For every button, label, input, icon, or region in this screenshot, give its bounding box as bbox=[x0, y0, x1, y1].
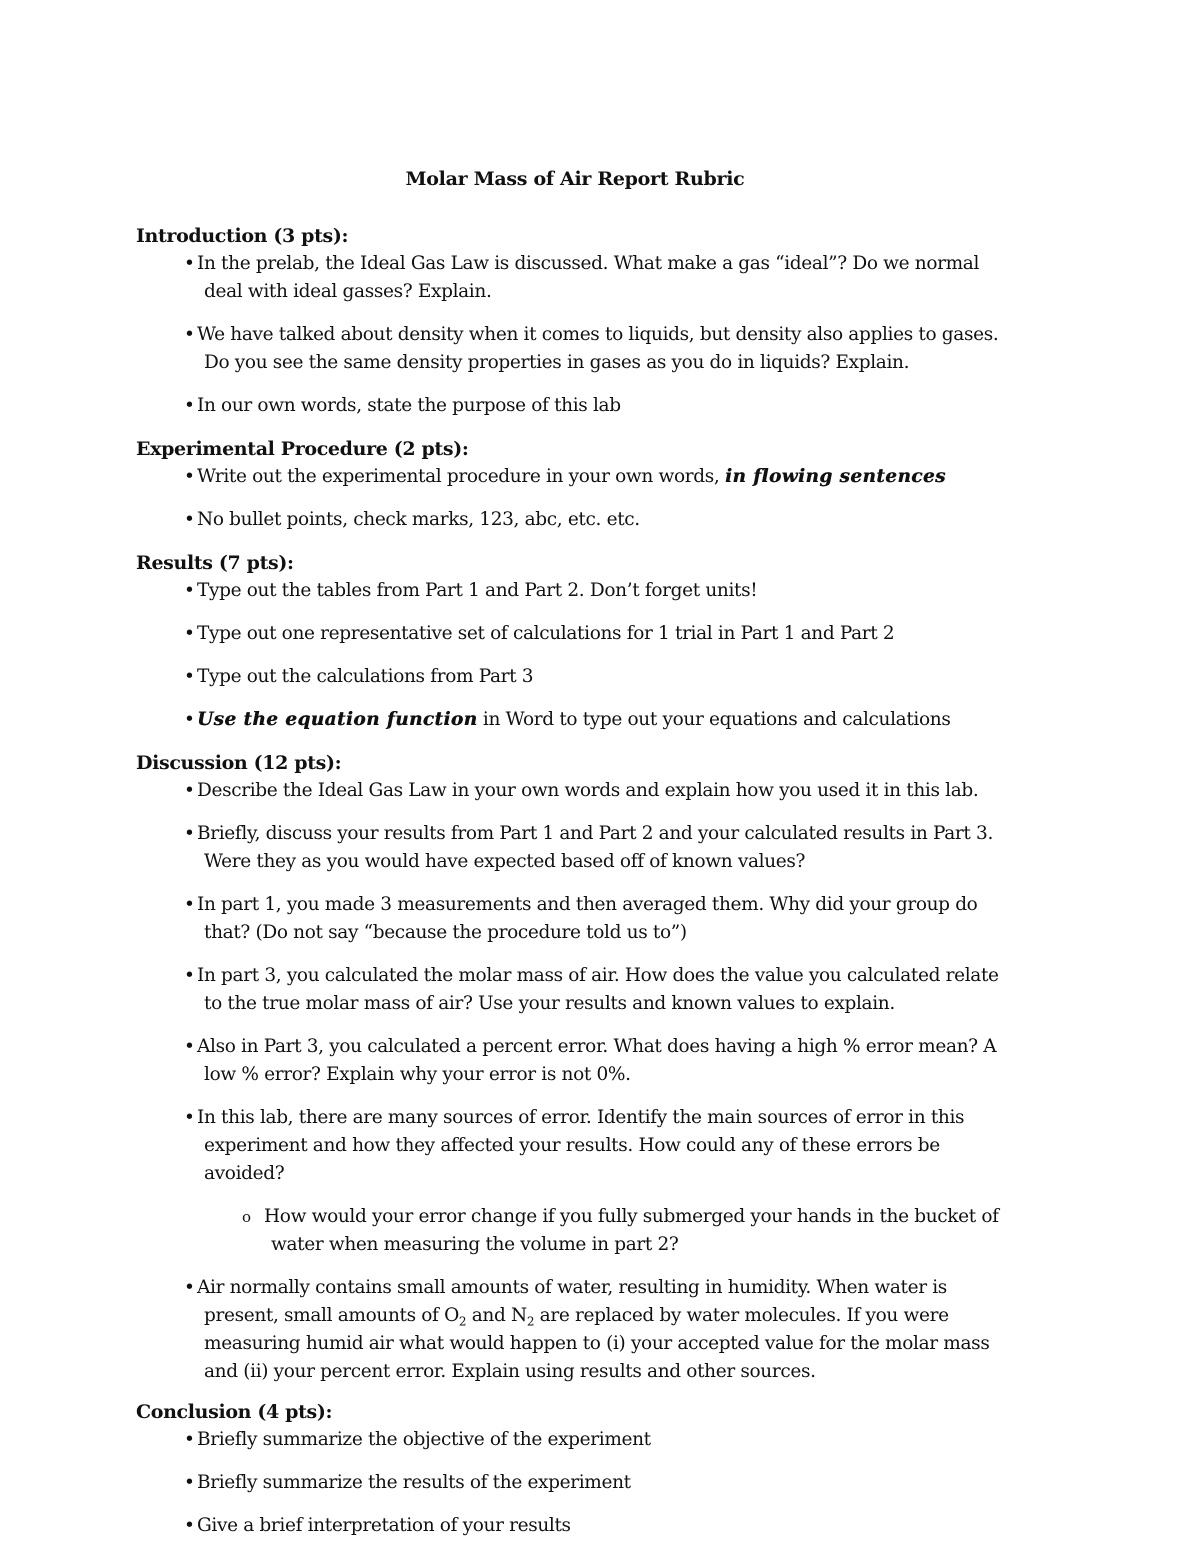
bullet-icon: • bbox=[184, 780, 195, 801]
list-item bbox=[136, 250, 1016, 306]
bullet-text: Air normally contains small amounts of water, resulting in humidity. When water is present, small amounts of O bbox=[197, 1277, 947, 1326]
section-heading-experimental-procedure: Experimental Procedure (2 pts): bbox=[136, 438, 469, 460]
list-item bbox=[136, 392, 1016, 420]
bullet-text: No bullet points, check marks, 123, abc, etc. etc. bbox=[197, 509, 640, 530]
rubric-body bbox=[136, 222, 1016, 1540]
section-heading-introduction: Introduction (3 pts): bbox=[136, 225, 349, 247]
list-item bbox=[136, 820, 1016, 876]
list-item bbox=[136, 463, 1016, 491]
bullet-icon: • bbox=[184, 324, 195, 345]
bullet-icon: • bbox=[184, 1107, 195, 1128]
bullet-icon: • bbox=[184, 1515, 195, 1536]
bullet-text: In part 3, you calculated the molar mass of air. How does the value you calculated relate to the true molar mass of air? Use your results and known values to explain. bbox=[197, 965, 999, 1014]
bullet-text: Describe the Ideal Gas Law in your own words and explain how you used it in this lab. bbox=[197, 780, 979, 801]
list-item bbox=[136, 777, 1016, 805]
bullet-icon: • bbox=[184, 1277, 195, 1298]
list-item bbox=[136, 1104, 1016, 1188]
emphasis-text: Use the equation function bbox=[197, 709, 478, 730]
list-item bbox=[136, 663, 1016, 691]
list-item bbox=[136, 706, 1016, 734]
bullet-icon: • bbox=[184, 965, 195, 986]
bullet-text: We have talked about density when it comes to liquids, but density also applies to gases. Do you see the same density properties in gases as you do in liquids? Explain. bbox=[197, 324, 999, 373]
bullet-icon: • bbox=[184, 823, 195, 844]
bullet-icon: • bbox=[184, 1472, 195, 1493]
list-item bbox=[136, 321, 1016, 377]
bullet-text: Briefly summarize the objective of the experiment bbox=[197, 1429, 651, 1450]
bullet-icon: • bbox=[184, 509, 195, 530]
hollow-bullet-icon: o bbox=[242, 1208, 251, 1226]
bullet-icon: • bbox=[184, 580, 195, 601]
bullet-text: Briefly summarize the results of the experiment bbox=[197, 1472, 631, 1493]
bullet-icon: • bbox=[184, 709, 195, 730]
bullet-icon: • bbox=[184, 253, 195, 274]
bullet-text: Also in Part 3, you calculated a percent error. What does having a high % error mean? A low % error? Explain why your error is not 0%. bbox=[197, 1036, 997, 1085]
list-item bbox=[136, 1033, 1016, 1089]
list-item bbox=[136, 577, 1016, 605]
bullet-text: are replaced by water molecules. If you were measuring humid air what would happen to (i) your accepted value for the molar mass and (ii) your percent error. Explain using results and other sources. bbox=[204, 1305, 990, 1382]
bullet-icon: • bbox=[184, 1429, 195, 1450]
bullet-text: In the prelab, the Ideal Gas Law is discussed. What make a gas “ideal”? Do we normal deal with ideal gasses? Explain. bbox=[197, 253, 980, 302]
bullet-text: Write out the experimental procedure in your own words, bbox=[197, 466, 725, 487]
bullet-icon: • bbox=[184, 466, 195, 487]
bullet-text: Type out the calculations from Part 3 bbox=[197, 666, 534, 687]
document-title: Molar Mass of Air Report Rubric bbox=[405, 168, 745, 190]
bullet-text: in Word to type out your equations and calculations bbox=[477, 709, 951, 730]
list-item bbox=[136, 891, 1016, 947]
list-item bbox=[136, 1469, 1016, 1497]
bullet-icon: • bbox=[184, 894, 195, 915]
sub-list-item bbox=[136, 1203, 1016, 1259]
sub-bullet-text: How would your error change if you fully submerged your hands in the bucket of water when measuring the volume in part 2? bbox=[264, 1206, 999, 1255]
list-item bbox=[136, 1426, 1016, 1454]
bullet-text: Give a brief interpretation of your results bbox=[197, 1515, 571, 1536]
list-item bbox=[136, 506, 1016, 534]
bullet-icon: • bbox=[184, 1036, 195, 1057]
bullet-text: Type out one representative set of calculations for 1 trial in Part 1 and Part 2 bbox=[197, 623, 895, 644]
bullet-text: Briefly, discuss your results from Part 1 and Part 2 and your calculated results in Part 3. Were they as you would have expected based off of known values? bbox=[197, 823, 993, 872]
bullet-text: and N bbox=[466, 1305, 527, 1326]
bullet-text: In our own words, state the purpose of this lab bbox=[197, 395, 621, 416]
section-heading-discussion: Discussion (12 pts): bbox=[136, 752, 342, 774]
list-item bbox=[136, 620, 1016, 648]
emphasis-text: in flowing sentences bbox=[724, 466, 946, 487]
section-heading-results: Results (7 pts): bbox=[136, 552, 294, 574]
bullet-text: In part 1, you made 3 measurements and then averaged them. Why did your group do that? (Do not say “because the procedure told us to”) bbox=[197, 894, 978, 943]
bullet-icon: • bbox=[184, 623, 195, 644]
list-item bbox=[136, 1512, 1016, 1540]
subscript: 2 bbox=[458, 1314, 467, 1329]
bullet-icon: • bbox=[184, 395, 195, 416]
subscript: 2 bbox=[526, 1314, 535, 1329]
section-heading-conclusion: Conclusion (4 pts): bbox=[136, 1401, 333, 1423]
list-item bbox=[136, 1274, 1016, 1386]
bullet-text: Type out the tables from Part 1 and Part 2. Don’t forget units! bbox=[197, 580, 758, 601]
bullet-text: In this lab, there are many sources of error. Identify the main sources of error in this experiment and how they affected your results. How could any of these errors be avoided? bbox=[197, 1107, 965, 1184]
list-item bbox=[136, 962, 1016, 1018]
bullet-icon: • bbox=[184, 666, 195, 687]
